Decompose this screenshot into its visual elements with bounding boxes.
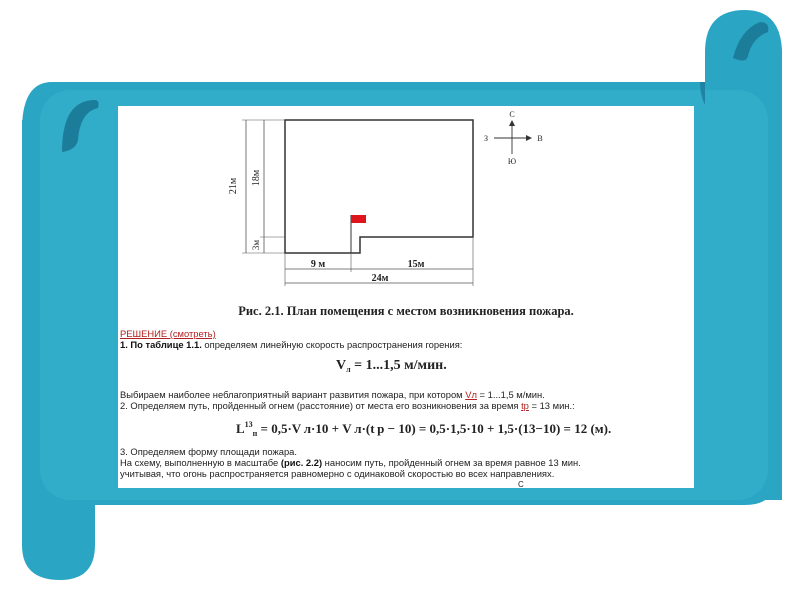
slide-content [118, 106, 694, 488]
red-flag-icon [351, 215, 366, 223]
compass-rose [484, 110, 543, 166]
dim-right-width: 15м [407, 259, 425, 270]
step-1 [120, 339, 462, 350]
compass-south: Ю [507, 157, 517, 166]
room-outline [285, 120, 473, 253]
step-3: 3. Определяем форму площади пожара. [120, 446, 297, 457]
formula-speed: $V_л = 1...1,5$ м/мин. [336, 358, 447, 374]
compass-west: З [483, 134, 489, 143]
room-plan-diagram [118, 106, 694, 301]
dim-total-width: 24м [371, 273, 389, 284]
compass-east: В [537, 134, 543, 143]
step-1-bold: 1. По таблице 1.1. [120, 339, 202, 350]
step-2: 2. Определяем путь, пройденный огнем (расстояние) от места его возникновения за время tр = 13 мин.: [120, 400, 575, 411]
formula-path: $L^{13}_п = 0,5\cdot V$ л·10 + V л·(t р − 10) = 0,5·1,5·10 + 1,5·(13−10) = 12 (м). [236, 420, 612, 438]
scheme-paragraph-cont: учитывая, что огонь распространяется равномерно с одинаковой скоростью во всех направлениях. [120, 468, 555, 479]
solution-link[interactable]: РЕШЕНИЕ (смотреть) [120, 328, 216, 339]
dim-lower-height: 3м [251, 239, 261, 251]
dim-total-height: 21м [228, 177, 239, 195]
dim-left-width: 9 м [310, 259, 326, 270]
compass-north: С [509, 110, 515, 119]
scheme-paragraph: На схему, выполненную в масштабе (рис. 2.2) наносим путь, пройденный огнем за время равное 13 мин. [120, 457, 581, 468]
figure-caption: Рис. 2.1. План помещения с местом возникновения пожара. [238, 304, 574, 318]
step-1-text: определяем линейную скорость распространения горения: [201, 339, 463, 350]
solution-heading [120, 328, 216, 339]
dim-upper-height: 18м [251, 169, 262, 187]
choose-variant-text: Выбираем наиболее неблагоприятный вариант развития пожара, при котором Vл = 1...1,5 м/мин. [120, 389, 545, 400]
cut-off-letter: С [518, 480, 524, 488]
